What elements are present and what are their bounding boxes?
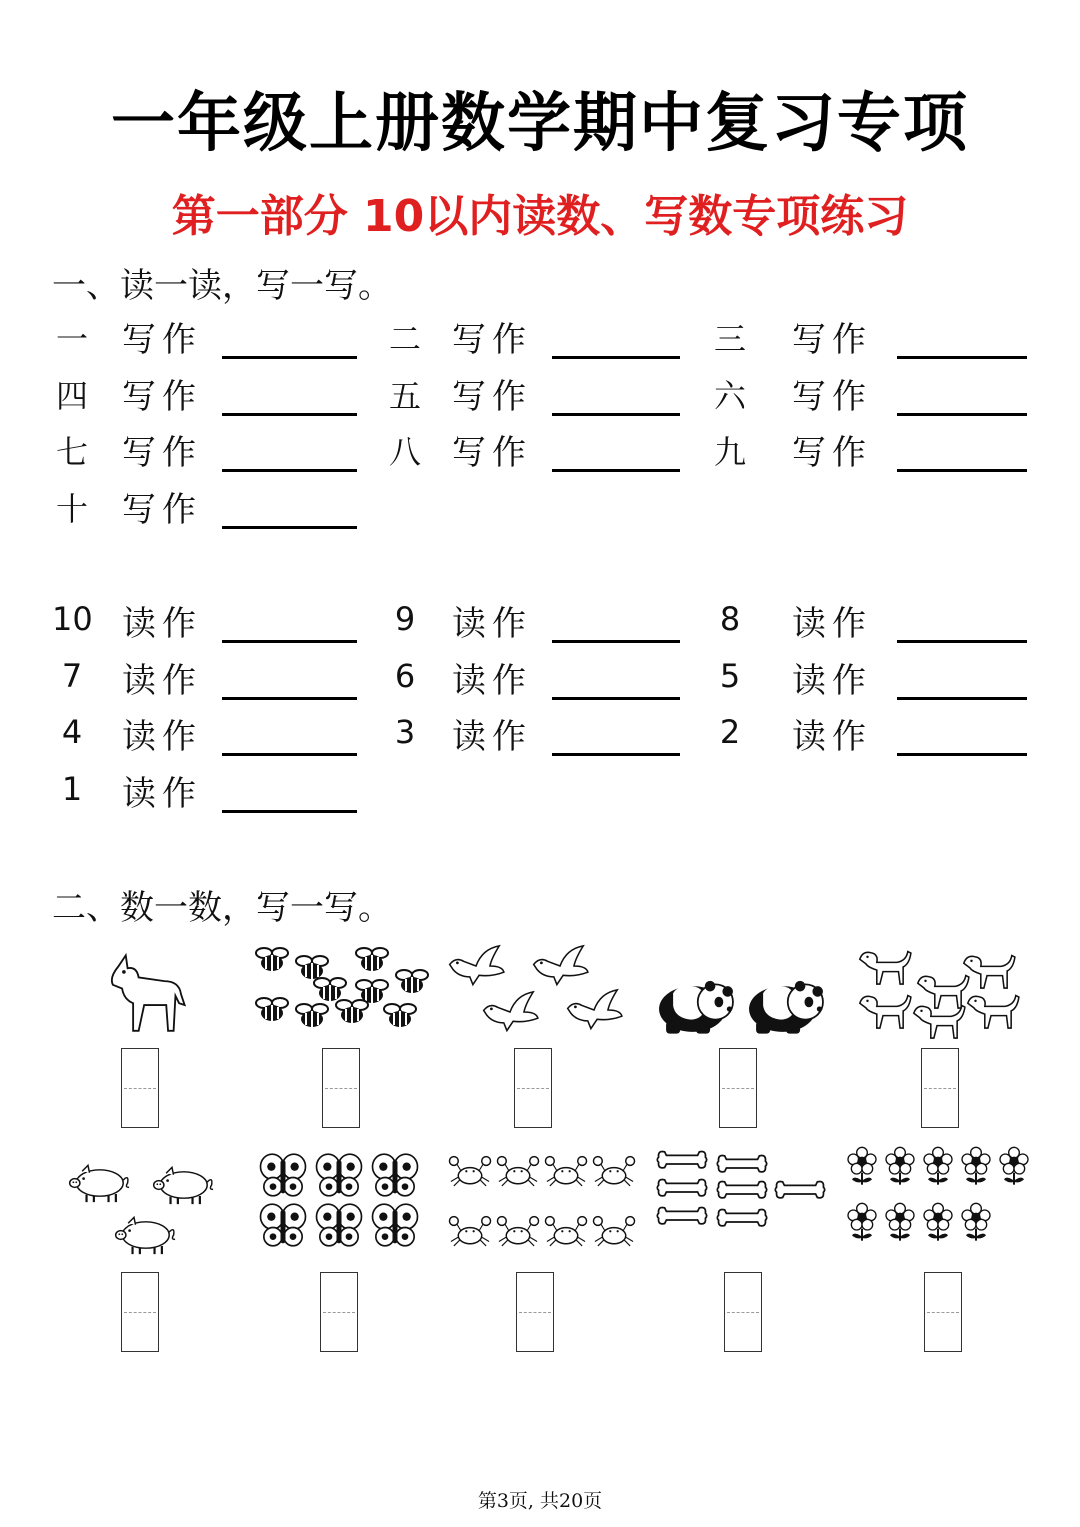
- flower-icon: [956, 1146, 996, 1190]
- read-item-number: 6: [394, 656, 416, 695]
- dove-icon: [563, 979, 625, 1045]
- bone-icon: [656, 1148, 708, 1175]
- write-item-number: 六: [713, 376, 746, 415]
- answer-blank[interactable]: [222, 526, 357, 529]
- read-item-number: 5: [719, 656, 741, 695]
- bone-icon: [774, 1178, 826, 1205]
- read-label: 读作: [452, 604, 532, 644]
- write-label: 写作: [122, 433, 202, 473]
- bone-icon: [656, 1204, 708, 1231]
- answer-blank[interactable]: [897, 469, 1027, 472]
- read-item-number: 9: [394, 600, 416, 638]
- write-item-number: 九: [713, 433, 746, 471]
- butterfly-icon: [314, 1200, 364, 1254]
- bee-icon: [332, 992, 372, 1036]
- answer-blank[interactable]: [222, 810, 357, 813]
- write-item-number: 四: [55, 376, 88, 415]
- crab-icon: [544, 1210, 588, 1258]
- bone-icon: [716, 1178, 768, 1205]
- page-footer: 第3页, 共20页: [477, 1490, 603, 1512]
- dog-icon: [906, 990, 968, 1056]
- write-label: 写作: [122, 320, 202, 360]
- flower-icon: [880, 1202, 920, 1246]
- read-label: 读作: [122, 604, 202, 644]
- flower-icon: [918, 1202, 958, 1246]
- read-item-number: 7: [61, 656, 83, 695]
- crab-icon: [448, 1150, 492, 1198]
- read-label: 读作: [792, 660, 872, 701]
- flower-icon: [956, 1202, 996, 1246]
- write-item-number: 三: [713, 320, 746, 358]
- section-subtitle: 第一部分 10以内读数、写数专项练习: [171, 191, 909, 242]
- write-label: 写作: [792, 433, 872, 473]
- bee-icon: [252, 940, 292, 984]
- answer-blank[interactable]: [897, 640, 1027, 643]
- butterfly-icon: [370, 1200, 420, 1254]
- read-item-number: 8: [719, 600, 741, 638]
- bee-icon: [380, 996, 420, 1040]
- crab-icon: [496, 1150, 540, 1198]
- flower-icon: [842, 1202, 882, 1246]
- read-label: 读作: [792, 717, 872, 757]
- write-item-number: 五: [388, 376, 421, 415]
- write-label: 写作: [452, 320, 532, 360]
- write-item-number: 二: [388, 320, 421, 358]
- answer-box[interactable]: [516, 1272, 554, 1352]
- flower-icon: [918, 1146, 958, 1190]
- dog-icon: [960, 980, 1022, 1046]
- pig-icon: [112, 1202, 178, 1272]
- read-item-number: 1: [61, 769, 83, 808]
- bee-icon: [252, 990, 292, 1034]
- read-label: 读作: [452, 717, 532, 757]
- answer-blank[interactable]: [897, 753, 1027, 756]
- write-label: 写作: [792, 376, 872, 417]
- answer-blank[interactable]: [897, 356, 1027, 359]
- write-label: 写作: [122, 376, 202, 417]
- butterfly-icon: [314, 1150, 364, 1204]
- write-item: [0, 369, 1080, 419]
- write-item: [0, 482, 1080, 532]
- butterfly-icon: [258, 1200, 308, 1254]
- page-title: 一年级上册数学期中复习专项: [111, 87, 969, 161]
- answer-blank[interactable]: [897, 413, 1027, 416]
- read-item: [0, 653, 1080, 703]
- bone-icon: [716, 1206, 768, 1233]
- write-label: 写作: [122, 489, 202, 530]
- read-label: 读作: [122, 717, 202, 757]
- goat-icon: [100, 948, 192, 1044]
- write-item-number: 一: [55, 320, 88, 358]
- answer-box[interactable]: [121, 1272, 159, 1352]
- write-label: 写作: [792, 320, 872, 360]
- answer-box[interactable]: [719, 1048, 757, 1128]
- butterfly-icon: [370, 1150, 420, 1204]
- answer-box[interactable]: [121, 1048, 159, 1128]
- read-label: 读作: [792, 604, 872, 644]
- read-item: [0, 596, 1080, 646]
- write-item-number: 八: [388, 433, 421, 471]
- crab-icon: [448, 1210, 492, 1258]
- answer-box[interactable]: [514, 1048, 552, 1128]
- flower-icon: [994, 1146, 1034, 1190]
- write-label: 写作: [452, 376, 532, 417]
- panda-icon: [742, 958, 830, 1050]
- flower-icon: [842, 1146, 882, 1190]
- write-item-number: 十: [55, 489, 88, 528]
- answer-box[interactable]: [724, 1272, 762, 1352]
- section1-heading: 一、读一读，写一写。: [52, 266, 392, 306]
- read-item: [0, 709, 1080, 759]
- crab-icon: [592, 1210, 636, 1258]
- crab-icon: [544, 1150, 588, 1198]
- bone-icon: [656, 1176, 708, 1203]
- butterfly-icon: [258, 1150, 308, 1204]
- read-label: 读作: [122, 660, 202, 701]
- read-item-number: 2: [719, 713, 741, 751]
- answer-box[interactable]: [921, 1048, 959, 1128]
- crab-icon: [496, 1210, 540, 1258]
- read-item-number: 4: [61, 713, 83, 751]
- flower-icon: [880, 1146, 920, 1190]
- read-label: 读作: [452, 660, 532, 701]
- answer-box[interactable]: [924, 1272, 962, 1352]
- dog-icon: [852, 980, 914, 1046]
- write-item-number: 七: [55, 433, 88, 471]
- write-item: [0, 312, 1080, 362]
- bee-icon: [292, 996, 332, 1040]
- read-item-number: 3: [394, 713, 416, 751]
- write-item: [0, 425, 1080, 475]
- read-label: 读作: [122, 773, 202, 814]
- read-item-number: 10: [52, 600, 93, 638]
- answer-blank[interactable]: [897, 697, 1027, 700]
- section2-heading: 二、数一数，写一写。: [52, 888, 392, 928]
- answer-box[interactable]: [322, 1048, 360, 1128]
- write-label: 写作: [452, 433, 532, 473]
- read-item: [0, 766, 1080, 816]
- bone-icon: [716, 1152, 768, 1179]
- dove-icon: [479, 981, 541, 1047]
- answer-box[interactable]: [320, 1272, 358, 1352]
- panda-icon: [652, 958, 740, 1050]
- crab-icon: [592, 1150, 636, 1198]
